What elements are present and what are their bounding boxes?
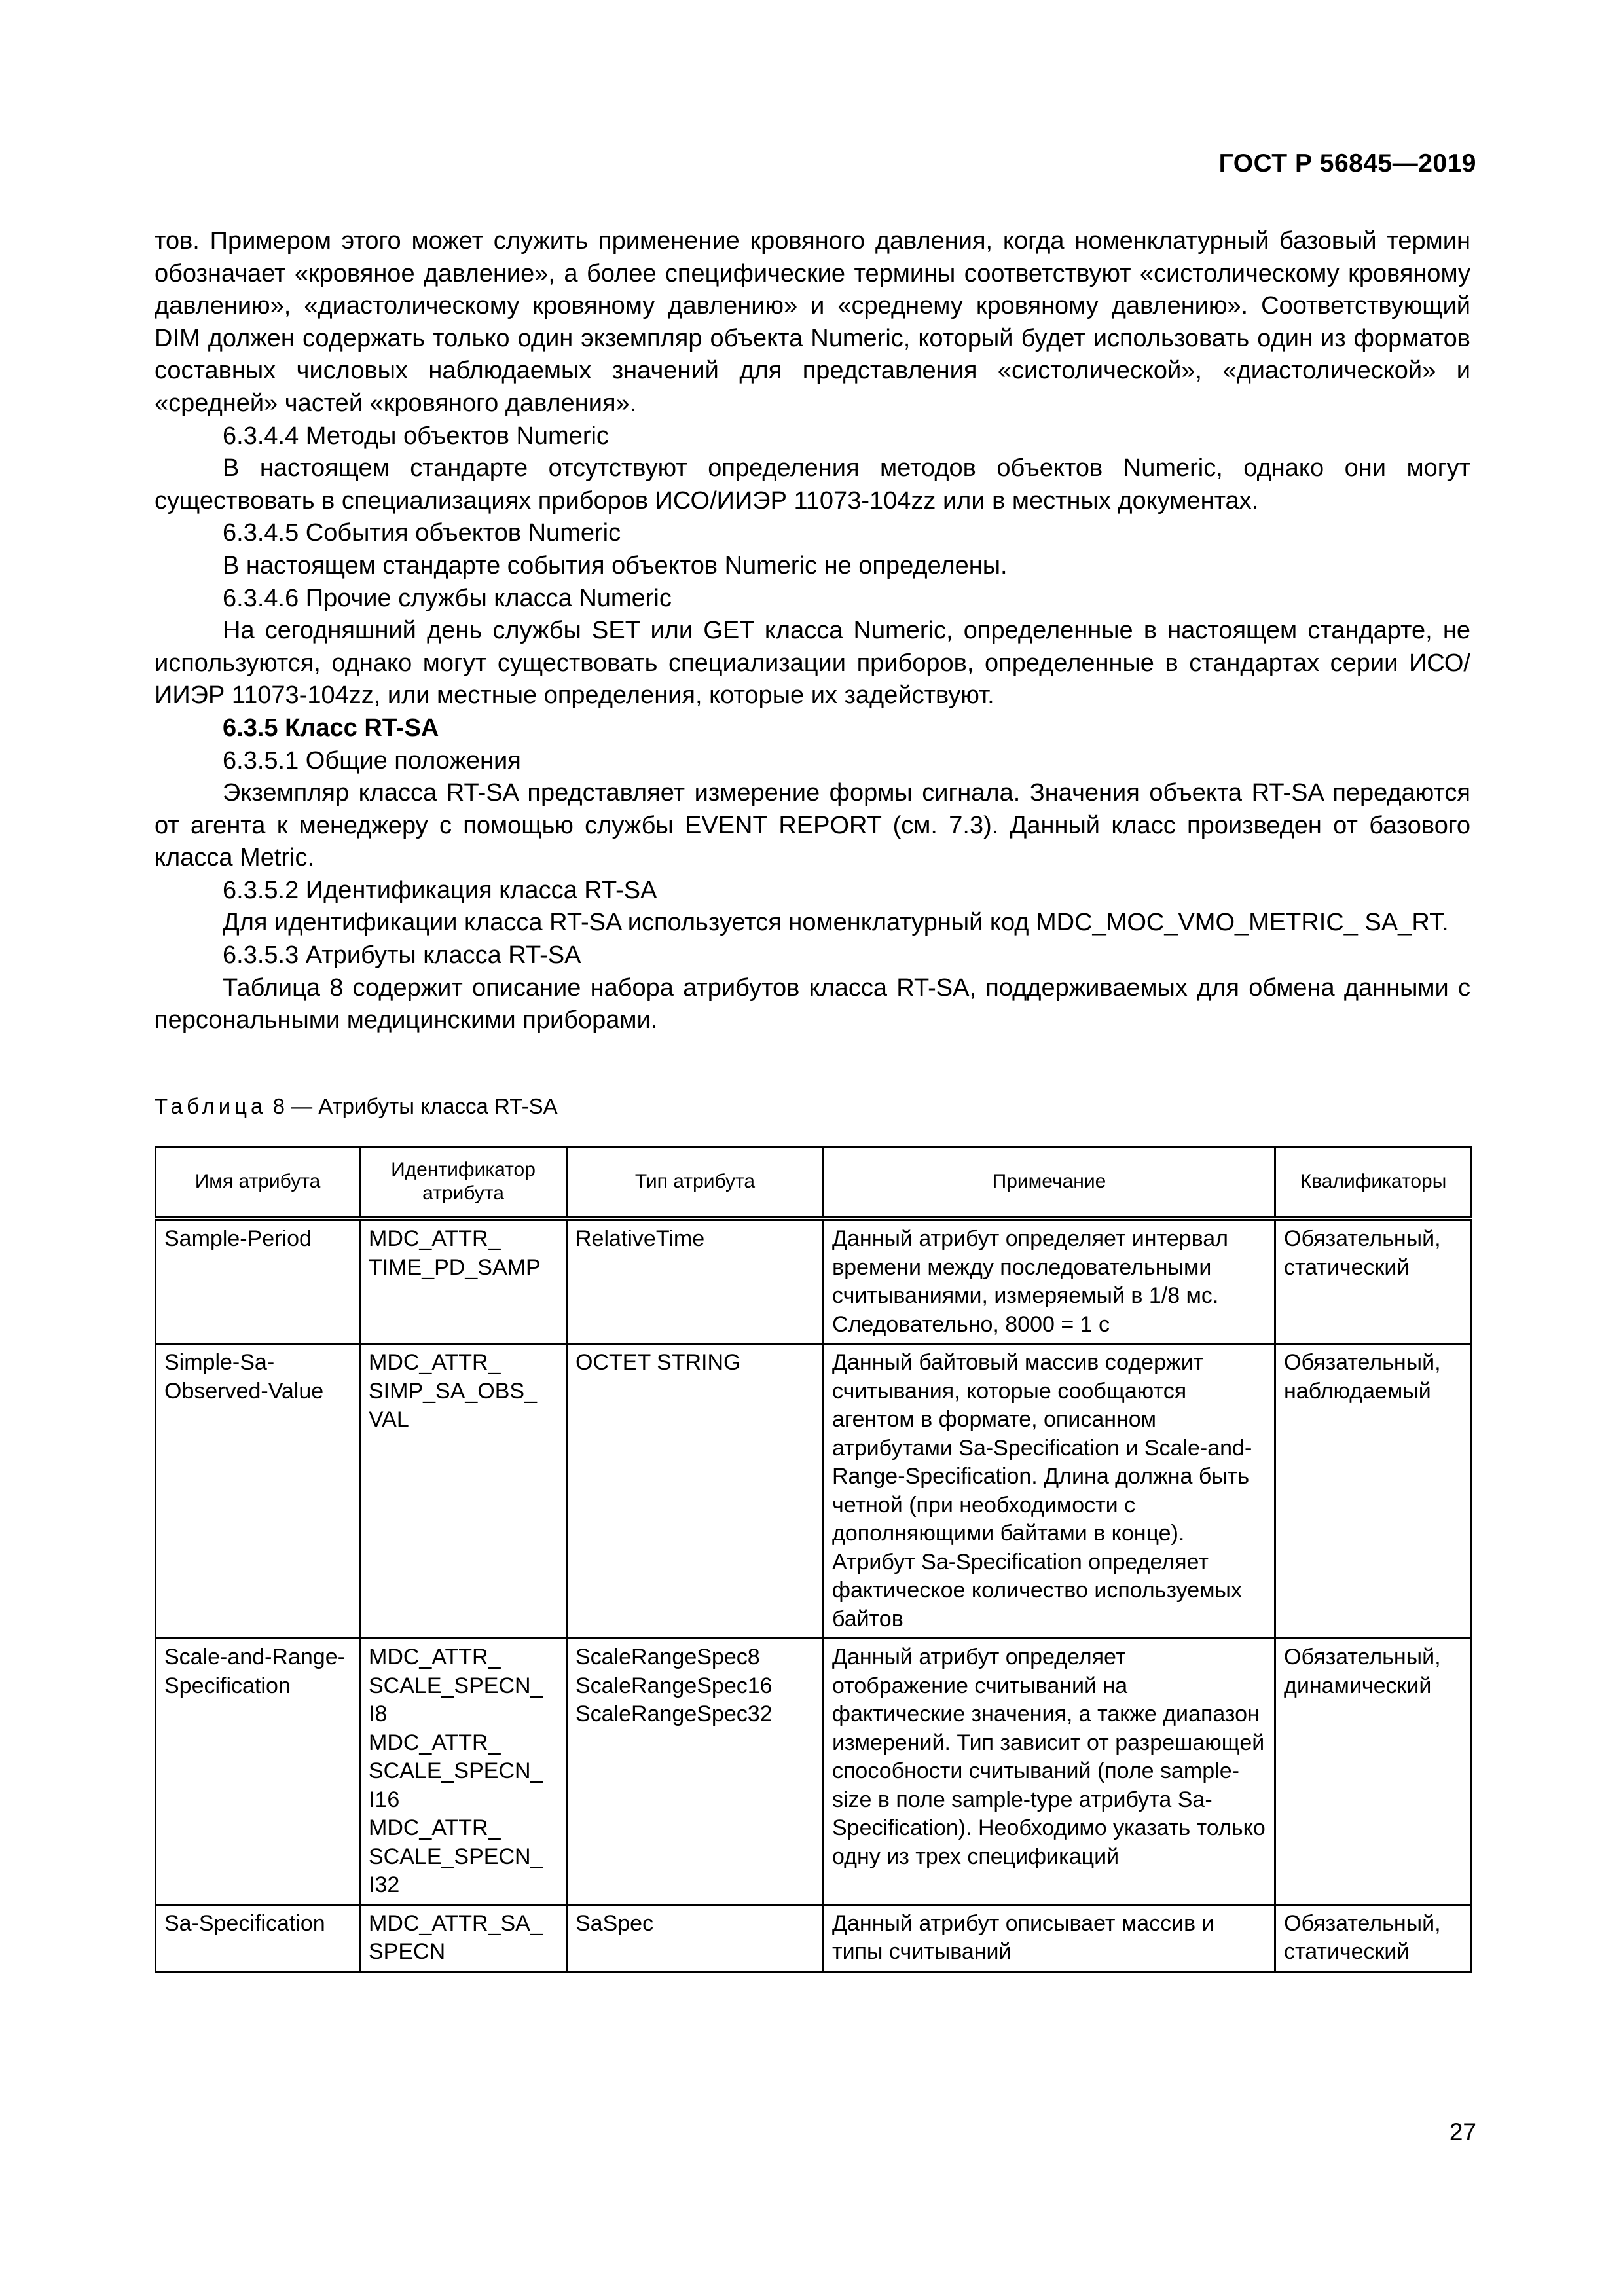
paragraph: В настоящем стандарте события объектов Numeric не определены. [223, 551, 1008, 579]
header-qualifiers: Квалификаторы [1275, 1147, 1472, 1219]
cell-attr-id: MDC_ATTR_ SCALE_SPECN_ I8 MDC_ATTR_ SCALE_SPECN_ I16 MDC_ATTR_ SCALE_SPECN_ I32 [360, 1639, 567, 1905]
paragraph: На сегодняшний день службы SET или GET класса Numeric, определенные в настоящем стандарте, не используются, однако могут существовать специализации приборов, определенные в стандартах серии ИСО/ИИЭР 11073-104zz, или местные определения, которые их задействуют. [155, 617, 1470, 710]
section-heading: 6.3.4.4 Методы объектов Numeric [223, 422, 609, 450]
section-heading: 6.3.5.2 Идентификация класса RT-SA [223, 876, 657, 904]
table-row [156, 1344, 1472, 1639]
body-text [155, 225, 1470, 1037]
cell-attr-name: Sample-Period [156, 1218, 360, 1344]
cell-attr-type: OCTET STRING [567, 1344, 824, 1639]
section-heading: 6.3.5.3 Атрибуты класса RT-SA [223, 941, 581, 970]
table-row [156, 1218, 1472, 1344]
cell-note: Данный атрибут определяет отображение считываний на фактические значения, а также диапазон измерений. Тип зависит от разрешающей способности считываний (поле sample-size в поле sample-type атрибута Sa-Specification). Необходимо указать только одну из трех спецификаций [824, 1639, 1275, 1905]
cell-attr-id: MDC_ATTR_ SIMP_SA_OBS_ VAL [360, 1344, 567, 1639]
table-row [156, 1639, 1472, 1905]
doc-code-header: ГОСТ Р 56845—2019 [1218, 149, 1476, 177]
cell-attr-name: Sa-Specification [156, 1904, 360, 1971]
cell-attr-type: ScaleRangeSpec8 ScaleRangeSpec16 ScaleRangeSpec32 [567, 1639, 824, 1905]
cell-note: Данный байтовый массив содержит считывания, которые сообщаются агентом в формате, описанном атрибутами Sa-Specification и Scale-and-Range-Specification. Длина должна быть четной (при необходимости с дополняющими байтами в конце). Атрибут Sa-Specification определяет фактическое количество используемых байтов [824, 1344, 1275, 1639]
paragraph: Для идентификации класса RT-SA используется номенклатурный код MDC_MOC_VMO_METRIC_ SA_RT. [223, 909, 1449, 937]
cell-attr-type: SaSpec [567, 1904, 824, 1971]
cell-attr-name: Simple-Sa-Observed-Value [156, 1344, 360, 1639]
header-note: Примечание [824, 1147, 1275, 1219]
cell-attr-id: MDC_ATTR_SA_ SPECN [360, 1904, 567, 1971]
paragraph: В настоящем стандарте отсутствуют определения методов объектов Numeric, однако они могут существовать в специализациях приборов ИСО/ИИЭР 11073-104zz или в местных документах. [155, 454, 1470, 515]
cell-attr-type: RelativeTime [567, 1218, 824, 1344]
cell-note: Данный атрибут определяет интервал времени между последовательными считываниями, измеряемый в 1/8 мс. Следовательно, 8000 = 1 с [824, 1218, 1275, 1344]
section-heading: 6.3.4.5 События объектов Numeric [223, 519, 621, 547]
attributes-table [155, 1146, 1472, 1973]
paragraph: тов. Примером этого может служить применение кровяного давления, когда номенклатурный базовый термин обозначает «кровяное давление», а более специфические термины соответствуют «систолическому кровяному давлению», «диастолическому кровяному давлению» и «среднему кровяному давлению». Соответствующий DIM должен содержать только один экземпляр объекта Numeric, который будет использовать один из форматов составных числовых наблюдаемых значений для представления «систолической», «диастолической» и «средней» частей «кровяного давления». [155, 227, 1470, 417]
cell-qualifiers: Обязательный, динамический [1275, 1639, 1472, 1905]
cell-attr-name: Scale-and-Range-Specification [156, 1639, 360, 1905]
paragraph: Экземпляр класса RT-SA представляет измерение формы сигнала. Значения объекта RT-SA передаются от агента к менеджеру с помощью службы EVENT REPORT (см. 7.3). Данный класс произведен от базового класса Metric. [155, 779, 1470, 872]
cell-attr-id: MDC_ATTR_ TIME_PD_SAMP [360, 1218, 567, 1344]
cell-qualifiers: Обязательный, статический [1275, 1904, 1472, 1971]
page-number: 27 [1449, 2119, 1476, 2145]
section-heading: 6.3.4.6 Прочие службы класса Numeric [223, 584, 672, 612]
table-caption-text: 8 — Атрибуты класса RT-SA [272, 1094, 558, 1118]
table-header-row [156, 1147, 1472, 1219]
section-heading-bold: 6.3.5 Класс RT-SA [223, 714, 439, 742]
header-attr-type: Тип атрибута [567, 1147, 824, 1219]
cell-qualifiers: Обязательный, наблюдаемый [1275, 1344, 1472, 1639]
table-row [156, 1904, 1472, 1971]
section-heading: 6.3.5.1 Общие положения [223, 746, 521, 774]
cell-qualifiers: Обязательный, статический [1275, 1218, 1472, 1344]
table-caption [155, 1093, 558, 1120]
header-attr-name: Имя атрибута [156, 1147, 360, 1219]
table-caption-label: Таблица [155, 1094, 267, 1118]
paragraph: Таблица 8 содержит описание набора атрибутов класса RT-SA, поддерживаемых для обмена данными с персональными медицинскими приборами. [155, 974, 1470, 1034]
header-attr-id: Идентификатор атрибута [360, 1147, 567, 1219]
cell-note: Данный атрибут описывает массив и типы считываний [824, 1904, 1275, 1971]
